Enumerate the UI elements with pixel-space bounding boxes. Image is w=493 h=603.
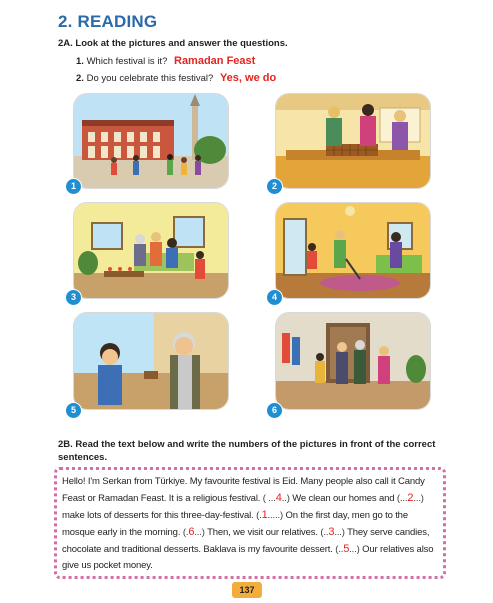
page-number: 137 — [232, 582, 262, 598]
question-1 — [76, 55, 255, 67]
blank-6-answer: 5 — [343, 543, 350, 555]
blank-2-answer: 2 — [407, 492, 414, 504]
question-2 — [76, 72, 276, 84]
blank-1-answer: 4 — [275, 492, 282, 504]
question-2-text: Do you celebrate this festival? — [86, 73, 214, 84]
picture-5-pocket-money — [73, 312, 229, 410]
sentence-7: Our relatives also give us pocket money. — [62, 544, 434, 571]
sentence-4: On the first day, men go to the mosque early in the morning. — [62, 510, 408, 538]
blank-1[interactable]: ( ...4..) — [262, 492, 290, 504]
sentence-3: make lots of desserts for this three-day-festival. — [62, 510, 254, 521]
blank-4-answer: 6 — [188, 526, 195, 538]
sentence-2: We clean our homes and — [292, 493, 395, 504]
picture-1-town-square — [73, 93, 229, 189]
picture-5-number-badge: 5 — [65, 402, 82, 419]
picture-4-number-badge: 4 — [266, 289, 283, 306]
question-1-number: 1. — [76, 56, 84, 67]
question-2-number: 2. — [76, 73, 84, 84]
picture-6-leaving-for-mosque — [275, 312, 431, 410]
sentence-6: They serve candies, chocolate and traditional desserts. Baklava is my favourite dessert. — [62, 527, 430, 555]
picture-4-cleaning-home — [275, 202, 431, 299]
blank-5[interactable]: (..3...) — [320, 526, 345, 538]
picture-2-kitchen — [275, 93, 431, 189]
question-1-text: Which festival is it? — [86, 56, 168, 67]
sentence-5: Then, we visit our relatives. — [207, 527, 318, 538]
blank-3[interactable]: (.1.....) — [256, 509, 284, 521]
picture-1-number-badge: 1 — [65, 178, 82, 195]
blank-2[interactable]: (...2...) — [396, 492, 424, 504]
question-1-answer: Ramadan Feast — [174, 55, 256, 67]
question-2b-instruction: 2B. Read the text below and write the numbers of the pictures in front of the correct sentences. — [58, 439, 436, 463]
question-2a-instruction: 2A. Look at the pictures and answer the questions. — [58, 38, 288, 49]
blank-4[interactable]: (.6...) — [182, 526, 205, 538]
sentence-1: Hello! I'm Serkan from Türkiye. My favourite festival is Eid. Many people also call it Candy Feast or Ramadan Feast. It is a religious festival. — [62, 476, 425, 504]
section-title: 2. READING — [58, 12, 158, 31]
picture-6-number-badge: 6 — [266, 402, 283, 419]
picture-3-number-badge: 3 — [65, 289, 82, 306]
blank-5-answer: 3 — [328, 526, 335, 538]
picture-2-number-badge: 2 — [266, 178, 283, 195]
blank-3-answer: 1 — [261, 509, 268, 521]
blank-6[interactable]: (..5...) — [335, 543, 360, 555]
picture-3-family-visit — [73, 202, 229, 299]
reading-paragraph — [62, 474, 437, 574]
question-2-answer: Yes, we do — [219, 72, 277, 84]
